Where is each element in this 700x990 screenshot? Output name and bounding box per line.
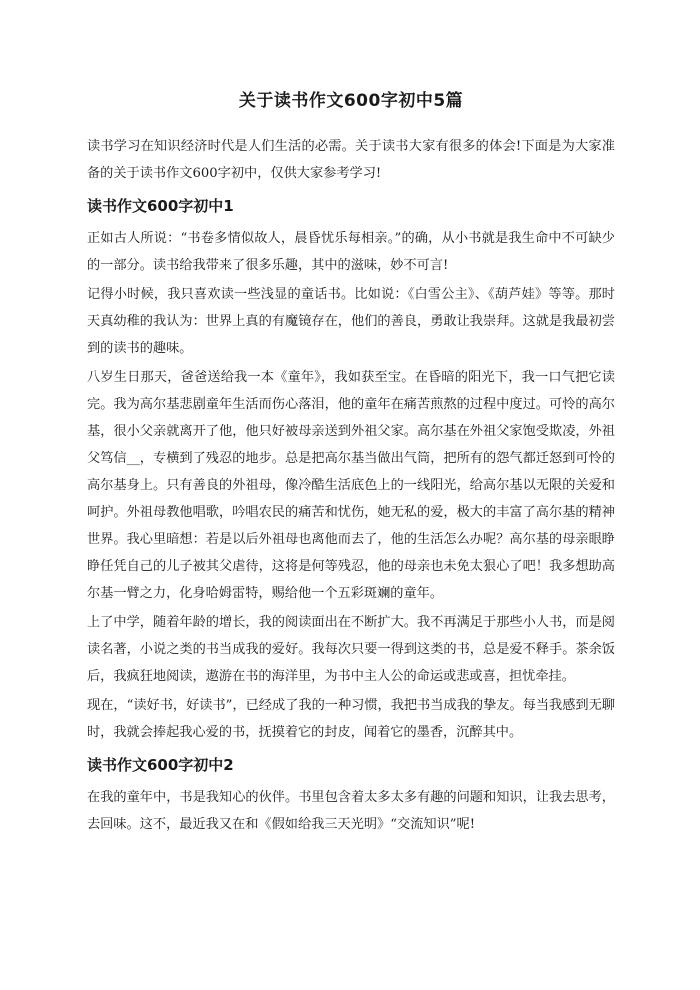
section-1-paragraph-1: 正如古人所说：“书卷多情似故人，晨昏忧乐每相亲。”的确，从小书就是我生命中不可缺少的一部分。读书给我带来了很多乐趣，其中的滋味，妙不可言! [87,231,615,273]
section-1-paragraph-2: 记得小时候，我只喜欢读一些浅显的童话书。比如说：《白雪公主》、《葫芦娃》等等。那时天真幼稚的我认为：世界上真的有魔镜存在，他们的善良，勇敢让我崇拜。这就是我最初尝到的读书的趣味。 [87,287,615,356]
section-1-paragraph-4: 上了中学，随着年龄的增长，我的阅读面出在不断扩大。我不再满足于那些小人书，而是阅读名著，小说之类的书当成我的爱好。我每次只要一得到这类的书，总是爱不释手。茶余饭后，我疯狂地阅读，遨游在书的海洋里，为书中主人公的命运或悲或喜，担忧牵挂。 [87,615,615,684]
section-2-paragraph-1: 在我的童年中，书是我知心的伙伴。书里包含着太多太多有趣的问题和知识，让我去思考，去回味。这不，最近我又在和《假如给我三天光明》“交流知识”呢! [87,790,615,832]
section-1-paragraph-5: 现在，“读好书，好读书”，已经成了我的一种习惯，我把书当成我的挚友。每当我感到无聊时，我就会捧起我心爱的书，抚摸着它的封皮，闻着它的墨香，沉醉其中。 [87,698,615,740]
section-1-heading: 读书作文600字初中1 [87,197,234,215]
intro-paragraph: 读书学习在知识经济时代是人们生活的必需。关于读书大家有很多的体会!下面是为大家准备的关于读书作文600字初中，仅供大家参考学习! [87,139,615,181]
document-title: 关于读书作文600字初中5篇 [238,91,464,111]
section-2-heading: 读书作文600字初中2 [87,756,234,774]
document-body [87,80,615,840]
section-1-paragraph-3: 八岁生日那天，爸爸送给我一本《童年》，我如获至宝。在昏暗的阳光下，我一口气把它读完。我为高尔基悲剧童年生活而伤心落泪，他的童年在痛苦煎熬的过程中度过。可怜的高尔基，很小父亲就离开了他，他只好被母亲送到外祖父家。高尔基在外祖父家饱受欺凌，外祖父笃信__，专横到了残忍的地步。总是把高尔基当做出气筒，把所有的怨气都迁怒到可怜的高尔基身上。只有善良的外祖母，像冷酷生活底色上的一线阳光，给高尔基以无限的关爱和呵护。外祖母教他唱歌，吟唱农民的痛苦和忧伤，她无私的爱，极大的丰富了高尔基的精神世界。我心里暗想：若是以后外祖母也离他而去了，他的生活怎么办呢？高尔基的母亲眼睁睁任凭自己的儿子被其父虐待，这将是何等残忍，他的母亲也未免太狠心了吧！我多想助高尔基一臂之力，化身哈姆雷特，赐给他一个五彩斑斓的童年。 [87,370,615,601]
